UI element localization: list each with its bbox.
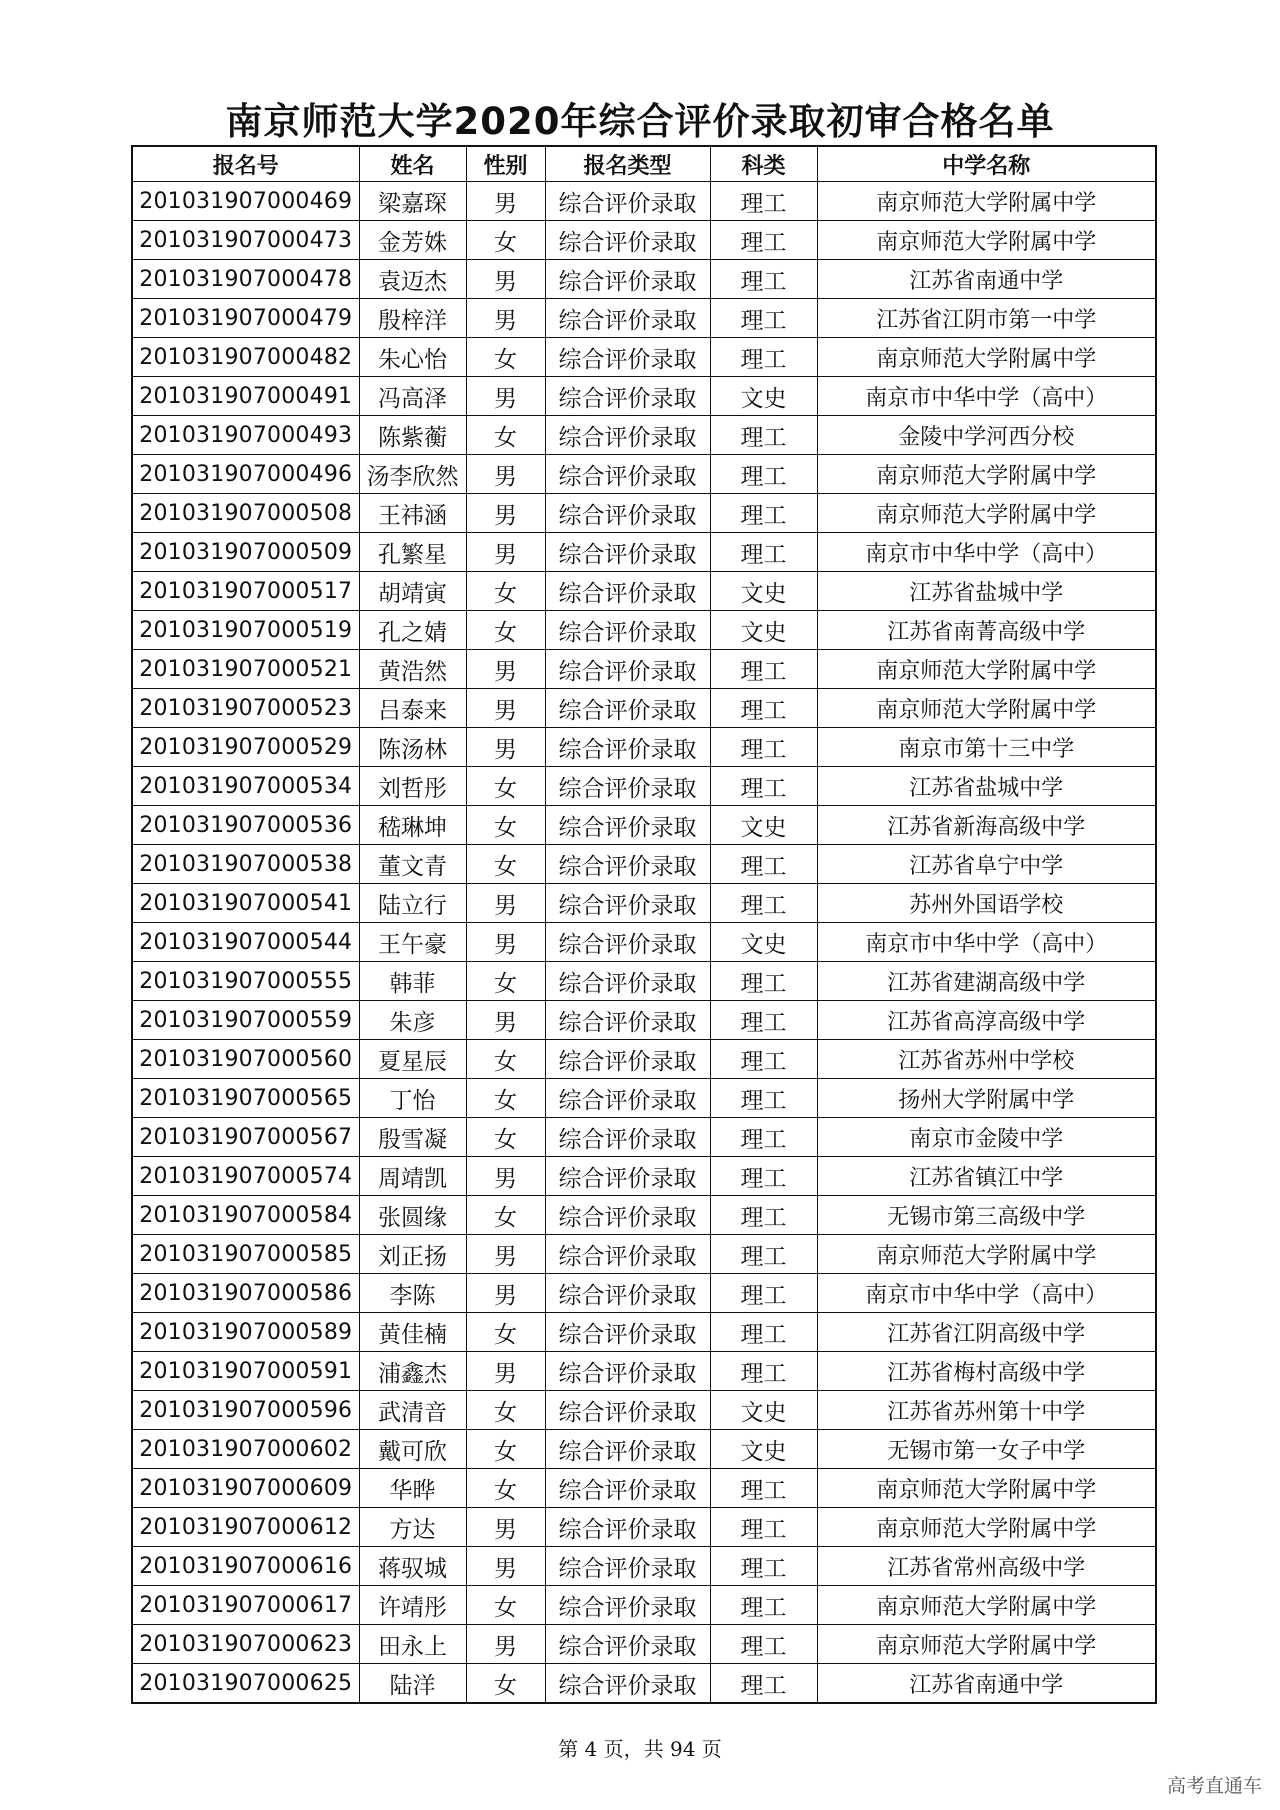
subject-category-cell: 文史 — [710, 806, 817, 845]
registration-type-cell: 综合评价录取 — [545, 1664, 710, 1704]
registration-number-cell: 201031907000625 — [132, 1664, 359, 1704]
subject-category-cell: 理工 — [710, 1664, 817, 1704]
gender-cell: 女 — [466, 611, 545, 650]
registration-number-cell: 201031907000544 — [132, 923, 359, 962]
subject-category-cell: 文史 — [710, 923, 817, 962]
registration-number-cell: 201031907000517 — [132, 572, 359, 611]
registration-type-cell: 综合评价录取 — [545, 767, 710, 806]
registration-number-cell: 201031907000612 — [132, 1508, 359, 1547]
subject-category-cell: 理工 — [710, 1001, 817, 1040]
table-row — [132, 221, 1156, 260]
registration-type-cell: 综合评价录取 — [545, 260, 710, 299]
school-name-cell: 南京市金陵中学 — [817, 1118, 1156, 1157]
admission-list-table — [131, 145, 1157, 1704]
registration-number-cell: 201031907000567 — [132, 1118, 359, 1157]
registration-type-cell: 综合评价录取 — [545, 1313, 710, 1352]
registration-type-cell: 综合评价录取 — [545, 299, 710, 338]
student-name-cell: 朱心怡 — [359, 338, 466, 377]
subject-category-cell: 文史 — [710, 377, 817, 416]
registration-number-cell: 201031907000491 — [132, 377, 359, 416]
registration-type-cell: 综合评价录取 — [545, 845, 710, 884]
student-name-cell: 陆立行 — [359, 884, 466, 923]
registration-number-cell: 201031907000609 — [132, 1469, 359, 1508]
student-name-cell: 黄佳楠 — [359, 1313, 466, 1352]
registration-type-cell: 综合评价录取 — [545, 1547, 710, 1586]
registration-type-cell: 综合评价录取 — [545, 650, 710, 689]
table-body — [132, 182, 1156, 1704]
student-name-cell: 许靖彤 — [359, 1586, 466, 1625]
subject-category-cell: 理工 — [710, 1040, 817, 1079]
table-row — [132, 1118, 1156, 1157]
table-row — [132, 923, 1156, 962]
registration-type-cell: 综合评价录取 — [545, 1001, 710, 1040]
table-row — [132, 962, 1156, 1001]
gender-cell: 男 — [466, 884, 545, 923]
registration-type-cell: 综合评价录取 — [545, 1391, 710, 1430]
registration-type-cell: 综合评价录取 — [545, 1352, 710, 1391]
student-name-cell: 吕泰来 — [359, 689, 466, 728]
gender-cell: 男 — [466, 377, 545, 416]
school-name-cell: 南京师范大学附属中学 — [817, 1235, 1156, 1274]
school-name-cell: 江苏省梅村高级中学 — [817, 1352, 1156, 1391]
subject-category-cell: 理工 — [710, 689, 817, 728]
table-row — [132, 767, 1156, 806]
gender-cell: 男 — [466, 455, 545, 494]
registration-type-cell: 综合评价录取 — [545, 806, 710, 845]
school-name-cell: 江苏省阜宁中学 — [817, 845, 1156, 884]
header-school-name: 中学名称 — [817, 146, 1156, 182]
subject-category-cell: 文史 — [710, 611, 817, 650]
student-name-cell: 王午豪 — [359, 923, 466, 962]
table-row — [132, 572, 1156, 611]
student-name-cell: 孔繁星 — [359, 533, 466, 572]
registration-type-cell: 综合评价录取 — [545, 1508, 710, 1547]
header-gender: 性别 — [466, 146, 545, 182]
registration-number-cell: 201031907000616 — [132, 1547, 359, 1586]
gender-cell: 男 — [466, 1547, 545, 1586]
registration-number-cell: 201031907000602 — [132, 1430, 359, 1469]
gender-cell: 男 — [466, 1235, 545, 1274]
school-name-cell: 江苏省江阴市第一中学 — [817, 299, 1156, 338]
table-row — [132, 338, 1156, 377]
gender-cell: 女 — [466, 1196, 545, 1235]
school-name-cell: 江苏省常州高级中学 — [817, 1547, 1156, 1586]
registration-number-cell: 201031907000523 — [132, 689, 359, 728]
registration-type-cell: 综合评价录取 — [545, 923, 710, 962]
school-name-cell: 江苏省江阴高级中学 — [817, 1313, 1156, 1352]
registration-number-cell: 201031907000584 — [132, 1196, 359, 1235]
student-name-cell: 武清音 — [359, 1391, 466, 1430]
gender-cell: 男 — [466, 1352, 545, 1391]
registration-number-cell: 201031907000589 — [132, 1313, 359, 1352]
school-name-cell: 苏州外国语学校 — [817, 884, 1156, 923]
registration-number-cell: 201031907000529 — [132, 728, 359, 767]
table-row — [132, 377, 1156, 416]
school-name-cell: 南京师范大学附属中学 — [817, 494, 1156, 533]
registration-type-cell: 综合评价录取 — [545, 611, 710, 650]
subject-category-cell: 理工 — [710, 1118, 817, 1157]
school-name-cell: 江苏省高淳高级中学 — [817, 1001, 1156, 1040]
student-name-cell: 袁迈杰 — [359, 260, 466, 299]
registration-type-cell: 综合评价录取 — [545, 338, 710, 377]
registration-type-cell: 综合评价录取 — [545, 1625, 710, 1664]
registration-number-cell: 201031907000482 — [132, 338, 359, 377]
registration-type-cell: 综合评价录取 — [545, 1586, 710, 1625]
student-name-cell: 陆洋 — [359, 1664, 466, 1704]
registration-number-cell: 201031907000534 — [132, 767, 359, 806]
registration-type-cell: 综合评价录取 — [545, 1430, 710, 1469]
subject-category-cell: 理工 — [710, 1196, 817, 1235]
school-name-cell: 金陵中学河西分校 — [817, 416, 1156, 455]
subject-category-cell: 理工 — [710, 1352, 817, 1391]
table-row — [132, 1547, 1156, 1586]
table-row — [132, 1274, 1156, 1313]
registration-number-cell: 201031907000574 — [132, 1157, 359, 1196]
registration-number-cell: 201031907000473 — [132, 221, 359, 260]
registration-number-cell: 201031907000493 — [132, 416, 359, 455]
school-name-cell: 南京师范大学附属中学 — [817, 221, 1156, 260]
gender-cell: 男 — [466, 689, 545, 728]
subject-category-cell: 理工 — [710, 533, 817, 572]
table-row — [132, 845, 1156, 884]
table-row — [132, 1079, 1156, 1118]
registration-type-cell: 综合评价录取 — [545, 1157, 710, 1196]
school-name-cell: 江苏省南菁高级中学 — [817, 611, 1156, 650]
gender-cell: 女 — [466, 1040, 545, 1079]
student-name-cell: 蒋驭城 — [359, 1547, 466, 1586]
table-row — [132, 260, 1156, 299]
subject-category-cell: 理工 — [710, 767, 817, 806]
school-name-cell: 江苏省镇江中学 — [817, 1157, 1156, 1196]
registration-type-cell: 综合评价录取 — [545, 533, 710, 572]
student-name-cell: 嵇琳坤 — [359, 806, 466, 845]
gender-cell: 女 — [466, 1469, 545, 1508]
table-row — [132, 1196, 1156, 1235]
table-row — [132, 455, 1156, 494]
school-name-cell: 江苏省苏州中学校 — [817, 1040, 1156, 1079]
subject-category-cell: 理工 — [710, 728, 817, 767]
table-header-row — [132, 146, 1156, 182]
school-name-cell: 江苏省苏州第十中学 — [817, 1391, 1156, 1430]
table-row — [132, 806, 1156, 845]
registration-number-cell: 201031907000623 — [132, 1625, 359, 1664]
header-name: 姓名 — [359, 146, 466, 182]
gender-cell: 女 — [466, 572, 545, 611]
subject-category-cell: 理工 — [710, 1508, 817, 1547]
table-row — [132, 1313, 1156, 1352]
gender-cell: 女 — [466, 767, 545, 806]
subject-category-cell: 理工 — [710, 1625, 817, 1664]
school-name-cell: 南京师范大学附属中学 — [817, 1586, 1156, 1625]
student-name-cell: 王祎涵 — [359, 494, 466, 533]
gender-cell: 女 — [466, 1586, 545, 1625]
registration-number-cell: 201031907000536 — [132, 806, 359, 845]
school-name-cell: 扬州大学附属中学 — [817, 1079, 1156, 1118]
student-name-cell: 殷梓洋 — [359, 299, 466, 338]
table-row — [132, 1352, 1156, 1391]
table-row — [132, 1040, 1156, 1079]
table-row — [132, 1508, 1156, 1547]
gender-cell: 女 — [466, 845, 545, 884]
gender-cell: 男 — [466, 1274, 545, 1313]
gender-cell: 女 — [466, 1430, 545, 1469]
page-footer: 第 4 页，共 94 页 — [558, 1737, 722, 1761]
registration-type-cell: 综合评价录取 — [545, 1469, 710, 1508]
student-name-cell: 浦鑫杰 — [359, 1352, 466, 1391]
student-name-cell: 刘正扬 — [359, 1235, 466, 1274]
table-row — [132, 1157, 1156, 1196]
gender-cell: 女 — [466, 1118, 545, 1157]
subject-category-cell: 文史 — [710, 572, 817, 611]
school-name-cell: 江苏省南通中学 — [817, 260, 1156, 299]
student-name-cell: 陈紫蘅 — [359, 416, 466, 455]
registration-type-cell: 综合评价录取 — [545, 689, 710, 728]
registration-number-cell: 201031907000508 — [132, 494, 359, 533]
gender-cell: 男 — [466, 260, 545, 299]
header-registration-number: 报名号 — [132, 146, 359, 182]
school-name-cell: 南京师范大学附属中学 — [817, 689, 1156, 728]
table-row — [132, 494, 1156, 533]
registration-number-cell: 201031907000586 — [132, 1274, 359, 1313]
school-name-cell: 江苏省南通中学 — [817, 1664, 1156, 1704]
school-name-cell: 南京师范大学附属中学 — [817, 455, 1156, 494]
gender-cell: 女 — [466, 806, 545, 845]
header-subject-category: 科类 — [710, 146, 817, 182]
registration-type-cell: 综合评价录取 — [545, 377, 710, 416]
table-row — [132, 650, 1156, 689]
gender-cell: 男 — [466, 1157, 545, 1196]
registration-type-cell: 综合评价录取 — [545, 221, 710, 260]
student-name-cell: 冯高泽 — [359, 377, 466, 416]
registration-type-cell: 综合评价录取 — [545, 1118, 710, 1157]
table-row — [132, 533, 1156, 572]
gender-cell: 男 — [466, 494, 545, 533]
student-name-cell: 梁嘉琛 — [359, 182, 466, 221]
school-name-cell: 江苏省建湖高级中学 — [817, 962, 1156, 1001]
subject-category-cell: 理工 — [710, 845, 817, 884]
gender-cell: 女 — [466, 1313, 545, 1352]
gender-cell: 女 — [466, 1391, 545, 1430]
school-name-cell: 南京市中华中学（高中） — [817, 1274, 1156, 1313]
table-row — [132, 884, 1156, 923]
student-name-cell: 黄浩然 — [359, 650, 466, 689]
table-row — [132, 1664, 1156, 1704]
student-name-cell: 陈汤林 — [359, 728, 466, 767]
school-name-cell: 南京市中华中学（高中） — [817, 923, 1156, 962]
student-name-cell: 孔之婧 — [359, 611, 466, 650]
school-name-cell: 无锡市第三高级中学 — [817, 1196, 1156, 1235]
gender-cell: 男 — [466, 650, 545, 689]
subject-category-cell: 理工 — [710, 1157, 817, 1196]
registration-number-cell: 201031907000519 — [132, 611, 359, 650]
registration-number-cell: 201031907000478 — [132, 260, 359, 299]
subject-category-cell: 理工 — [710, 260, 817, 299]
subject-category-cell: 理工 — [710, 1313, 817, 1352]
subject-category-cell: 理工 — [710, 1235, 817, 1274]
student-name-cell: 殷雪凝 — [359, 1118, 466, 1157]
registration-type-cell: 综合评价录取 — [545, 1040, 710, 1079]
subject-category-cell: 理工 — [710, 1586, 817, 1625]
subject-category-cell: 文史 — [710, 1430, 817, 1469]
registration-number-cell: 201031907000596 — [132, 1391, 359, 1430]
table-row — [132, 1625, 1156, 1664]
school-name-cell: 南京师范大学附属中学 — [817, 650, 1156, 689]
subject-category-cell: 理工 — [710, 962, 817, 1001]
gender-cell: 男 — [466, 923, 545, 962]
school-name-cell: 江苏省新海高级中学 — [817, 806, 1156, 845]
student-name-cell: 戴可欣 — [359, 1430, 466, 1469]
page-title: 南京师范大学2020年综合评价录取初审合格名单 — [225, 100, 1055, 143]
student-name-cell: 李陈 — [359, 1274, 466, 1313]
registration-number-cell: 201031907000521 — [132, 650, 359, 689]
table-row — [132, 1469, 1156, 1508]
registration-number-cell: 201031907000509 — [132, 533, 359, 572]
subject-category-cell: 理工 — [710, 338, 817, 377]
registration-type-cell: 综合评价录取 — [545, 1079, 710, 1118]
gender-cell: 男 — [466, 533, 545, 572]
student-name-cell: 金芳姝 — [359, 221, 466, 260]
subject-category-cell: 理工 — [710, 416, 817, 455]
school-name-cell: 南京师范大学附属中学 — [817, 182, 1156, 221]
subject-category-cell: 理工 — [710, 455, 817, 494]
school-name-cell: 南京师范大学附属中学 — [817, 1469, 1156, 1508]
registration-number-cell: 201031907000617 — [132, 1586, 359, 1625]
watermark: 高考直通车 — [1166, 1775, 1262, 1797]
subject-category-cell: 理工 — [710, 1469, 817, 1508]
subject-category-cell: 理工 — [710, 182, 817, 221]
student-name-cell: 董文青 — [359, 845, 466, 884]
table-row — [132, 728, 1156, 767]
school-name-cell: 南京师范大学附属中学 — [817, 1625, 1156, 1664]
school-name-cell: 江苏省盐城中学 — [817, 767, 1156, 806]
table-row — [132, 1430, 1156, 1469]
subject-category-cell: 理工 — [710, 1274, 817, 1313]
registration-type-cell: 综合评价录取 — [545, 1235, 710, 1274]
gender-cell: 女 — [466, 221, 545, 260]
subject-category-cell: 理工 — [710, 494, 817, 533]
table-row — [132, 416, 1156, 455]
student-name-cell: 方达 — [359, 1508, 466, 1547]
subject-category-cell: 文史 — [710, 1391, 817, 1430]
school-name-cell: 南京市中华中学（高中） — [817, 533, 1156, 572]
student-name-cell: 韩菲 — [359, 962, 466, 1001]
registration-type-cell: 综合评价录取 — [545, 1196, 710, 1235]
registration-type-cell: 综合评价录取 — [545, 572, 710, 611]
gender-cell: 女 — [466, 962, 545, 1001]
school-name-cell: 南京市中华中学（高中） — [817, 377, 1156, 416]
table-row — [132, 1586, 1156, 1625]
registration-type-cell: 综合评价录取 — [545, 884, 710, 923]
table-row — [132, 1391, 1156, 1430]
student-name-cell: 张圆缘 — [359, 1196, 466, 1235]
school-name-cell: 南京师范大学附属中学 — [817, 338, 1156, 377]
school-name-cell: 南京市第十三中学 — [817, 728, 1156, 767]
student-name-cell: 朱彦 — [359, 1001, 466, 1040]
student-name-cell: 周靖凯 — [359, 1157, 466, 1196]
registration-number-cell: 201031907000538 — [132, 845, 359, 884]
registration-number-cell: 201031907000559 — [132, 1001, 359, 1040]
registration-number-cell: 201031907000591 — [132, 1352, 359, 1391]
gender-cell: 男 — [466, 182, 545, 221]
header-registration-type: 报名类型 — [545, 146, 710, 182]
student-name-cell: 华晔 — [359, 1469, 466, 1508]
registration-number-cell: 201031907000496 — [132, 455, 359, 494]
table-row — [132, 611, 1156, 650]
gender-cell: 男 — [466, 1508, 545, 1547]
school-name-cell: 江苏省盐城中学 — [817, 572, 1156, 611]
subject-category-cell: 理工 — [710, 299, 817, 338]
subject-category-cell: 理工 — [710, 1547, 817, 1586]
student-name-cell: 田永上 — [359, 1625, 466, 1664]
gender-cell: 男 — [466, 728, 545, 767]
student-name-cell: 胡靖寅 — [359, 572, 466, 611]
subject-category-cell: 理工 — [710, 884, 817, 923]
registration-number-cell: 201031907000479 — [132, 299, 359, 338]
registration-type-cell: 综合评价录取 — [545, 728, 710, 767]
student-name-cell: 丁怡 — [359, 1079, 466, 1118]
school-name-cell: 无锡市第一女子中学 — [817, 1430, 1156, 1469]
gender-cell: 女 — [466, 338, 545, 377]
table-row — [132, 1001, 1156, 1040]
student-name-cell: 汤李欣然 — [359, 455, 466, 494]
registration-type-cell: 综合评价录取 — [545, 455, 710, 494]
registration-type-cell: 综合评价录取 — [545, 494, 710, 533]
registration-number-cell: 201031907000469 — [132, 182, 359, 221]
registration-number-cell: 201031907000541 — [132, 884, 359, 923]
registration-number-cell: 201031907000565 — [132, 1079, 359, 1118]
gender-cell: 男 — [466, 1625, 545, 1664]
table-row — [132, 689, 1156, 728]
student-name-cell: 刘哲彤 — [359, 767, 466, 806]
registration-number-cell: 201031907000555 — [132, 962, 359, 1001]
gender-cell: 男 — [466, 1001, 545, 1040]
registration-type-cell: 综合评价录取 — [545, 416, 710, 455]
school-name-cell: 南京师范大学附属中学 — [817, 1508, 1156, 1547]
registration-number-cell: 201031907000560 — [132, 1040, 359, 1079]
gender-cell: 男 — [466, 299, 545, 338]
registration-type-cell: 综合评价录取 — [545, 1274, 710, 1313]
registration-number-cell: 201031907000585 — [132, 1235, 359, 1274]
gender-cell: 女 — [466, 1079, 545, 1118]
table-row — [132, 182, 1156, 221]
table-row — [132, 299, 1156, 338]
student-name-cell: 夏星辰 — [359, 1040, 466, 1079]
table-row — [132, 1235, 1156, 1274]
registration-type-cell: 综合评价录取 — [545, 182, 710, 221]
subject-category-cell: 理工 — [710, 221, 817, 260]
subject-category-cell: 理工 — [710, 650, 817, 689]
gender-cell: 女 — [466, 416, 545, 455]
gender-cell: 女 — [466, 1664, 545, 1704]
subject-category-cell: 理工 — [710, 1079, 817, 1118]
registration-type-cell: 综合评价录取 — [545, 962, 710, 1001]
